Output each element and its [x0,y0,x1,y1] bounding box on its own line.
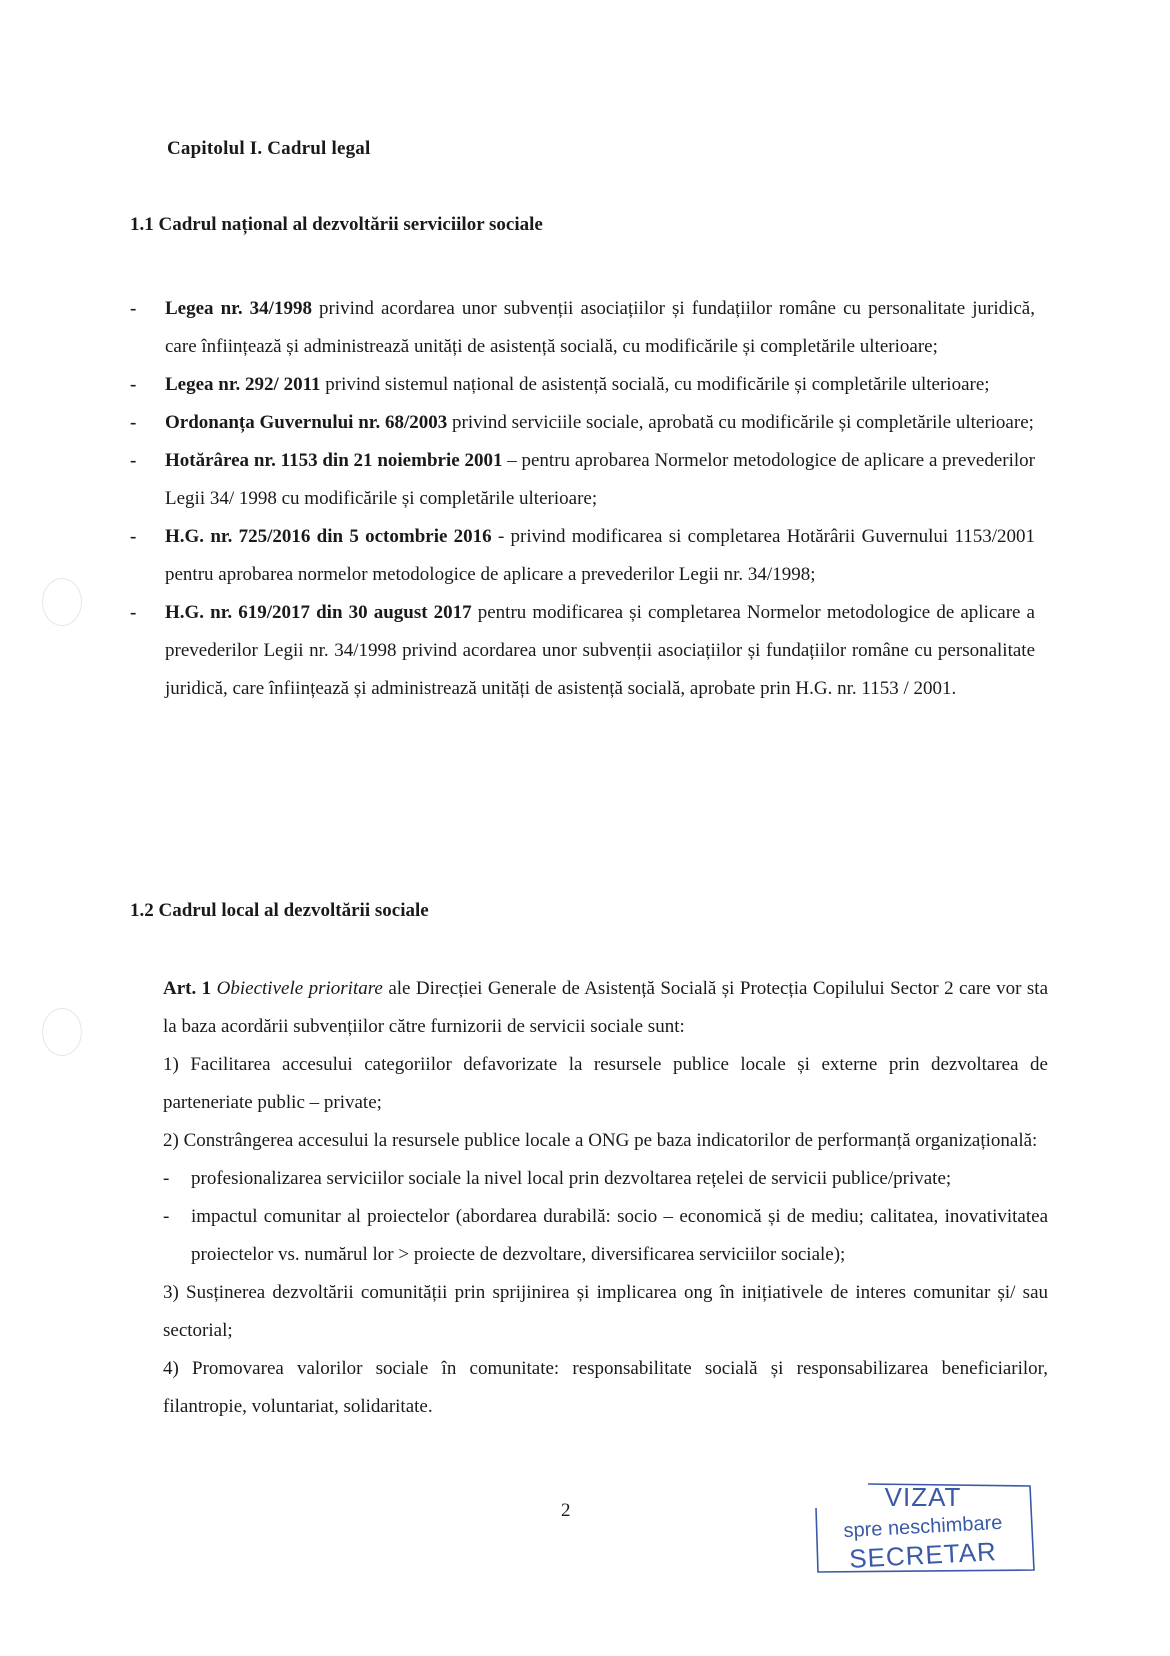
punch-hole-mark [42,1008,82,1056]
sub-item-text: profesionalizarea serviciilor sociale la nivel local prin dezvoltarea rețelei de servicii publice/private; [191,1168,952,1189]
law-description: - privind modificarea si completarea Hotărârii Guvernului 1153/2001 pentru aprobarea normelor metodologice de aplicare a prevederilor Legii nr. 34/1998; [165,526,1035,585]
law-description: privind serviciile sociale, aprobată cu modificările și completările ulterioare; [447,412,1034,433]
article-intro-text: ale Direcției Generale de Asistență Socială și Protecția Copilului Sector 2 care vor sta la baza acordării subvențiilor către furnizorii de servicii sociale sunt: [163,978,1049,1037]
law-description: – pentru aprobarea Normelor metodologice de aplicare a prevederilor Legii 34/ 1998 cu modificările și completările ulterioare; [165,450,1035,509]
law-description: pentru modificarea și completarea Normelor metodologice de aplicare a prevederilor Legii nr. 34/1998 privind acordarea unor subvenții asociațiilor și fundațiilor române cu personalitate juridică, care înființează și administrează unități de asistență socială, aprobate prin H.G. nr. 1153 / 2001. [165,602,1035,699]
bullet-dash: - [130,450,137,471]
objective-3: 3) Susținerea dezvoltării comunității prin sprijinirea și implicarea ong în inițiativele de interes comunitar și/ sau sectorial; [163,1282,1048,1341]
law-reference: H.G. nr. 619/2017 din 30 august 2017 [165,602,472,623]
stamp-line-3: SECRETAR [848,1536,998,1574]
punch-hole-mark [42,578,82,626]
bullet-dash: - [130,602,137,623]
law-reference: H.G. nr. 725/2016 din 5 octombrie 2016 [165,526,492,547]
article-label: Art. 1 [163,978,212,999]
list-item [130,366,1035,404]
article-italic-term: Obiectivele prioritare [216,978,383,999]
law-reference: Legea nr. 292/ 2011 [165,374,321,395]
bullet-dash: - [163,1168,170,1189]
list-item [130,518,1035,594]
section-title-national: 1.1 Cadrul național al dezvoltării serviciilor sociale [130,214,543,235]
law-reference: Ordonanța Guvernului nr. 68/2003 [165,412,448,433]
objective-2-sub-2 [163,1198,1048,1274]
law-reference: Legea nr. 34/1998 [165,298,312,319]
bullet-dash: - [163,1206,170,1227]
bullet-dash: - [130,526,137,547]
article-1 [163,970,1048,1426]
legal-framework-list [130,290,1035,708]
list-item [130,442,1035,518]
sub-item-text: impactul comunitar al proiectelor (abordarea durabilă: socio – economică și de mediu; calitatea, inovativitatea proiectelor vs. numărul lor > proiecte de dezvoltare, diversificarea serviciilor sociale); [191,1206,1048,1265]
law-description: privind sistemul național de asistență socială, cu modificările și completările ulterioare; [320,374,990,395]
bullet-dash: - [130,298,137,319]
list-item [130,594,1035,708]
vizat-stamp [808,1480,1038,1580]
objective-2-sub-1 [163,1160,1048,1198]
page-number: 2 [561,1500,571,1521]
section-title-local: 1.2 Cadrul local al dezvoltării sociale [130,900,429,921]
bullet-dash: - [130,374,137,395]
objective-2: 2) Constrângerea accesului la resursele publice locale a ONG pe baza indicatorilor de performanță organizațională: [163,1130,1038,1151]
chapter-title: Capitolul I. Cadrul legal [167,138,371,159]
objective-4: 4) Promovarea valorilor sociale în comunitate: responsabilitate socială și responsabilizarea beneficiarilor, filantropie, voluntariat, solidaritate. [163,1358,1048,1417]
law-description: privind acordarea unor subvenții asociațiilor și fundațiilor române cu personalitate juridică, care înființează și administrează unități de asistență socială, cu modificările și completările ulterioare; [165,298,1035,357]
stamp-line-1: VIZAT [884,1482,962,1512]
stamp-line-2: spre neschimbare [843,1511,1003,1543]
list-item [130,290,1035,366]
list-item [130,404,1035,442]
article-intro [163,970,1048,1046]
objective-1: 1) Facilitarea accesului categoriilor defavorizate la resursele publice locale și externe prin dezvoltarea de parteneriate public – private; [163,1054,1048,1113]
law-reference: Hotărârea nr. 1153 din 21 noiembrie 2001 [165,450,503,471]
bullet-dash: - [130,412,137,433]
